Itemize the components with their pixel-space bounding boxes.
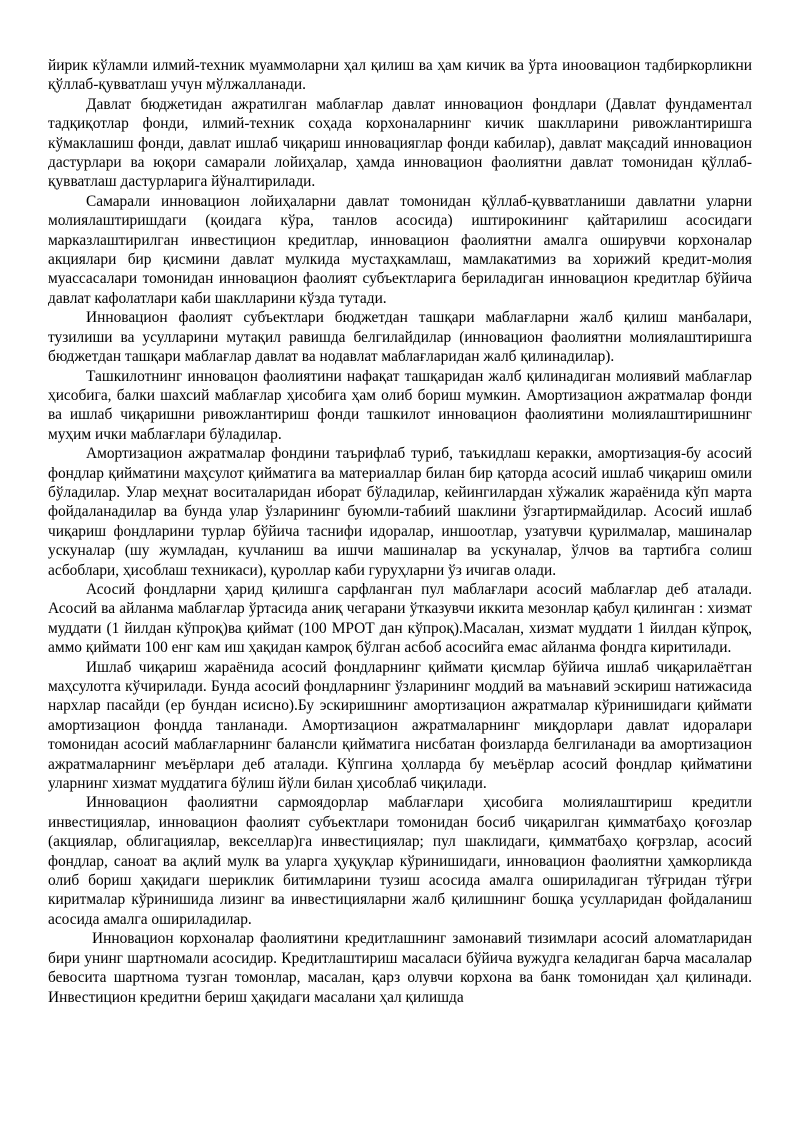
paragraph-own-funds: Ташкилотнинг инновацон фаолиятини нафақат ташқаридан жалб қилинадиган молиявий маблағлар ҳисобига, балки шахсий маблағлар ҳисобига ҳам олиб бориш мумкин. Амортизацион ажратмалар фонди ва ишлаб чиқаришни ривожлантириш фонди ташкилот инновацион фаолиятини молиялаштиришнинг муҳим ички маблағлари бўладилар.: [48, 367, 752, 443]
paragraph-amortization-fund: Амортизацион ажратмалар фондини таърифлаб туриб, таъкидлаш керакки, амортизация-бу асосий фондлар қийматини маҳсулот қийматига ва материаллар билан бир қаторда асосий ишлаб чиқариш омили бўладилар. Улар меҳнат воситаларидан иборат бўладилар, кейингилардан хўжалик жараёнида кўп марта фойдаланадилар ва бунда улар ўзларининг буюмли-табиий шаклини ўзгартирмайдилар. Асосий ишлаб чиқариш фондларини турлар бўйича таснифи идоралар, иншоотлар, узатувчи қурилмалар, машиналар ускуналар (шу жумладан, кучланиш ва ишчи машиналар ва ускуналар, ўлчов ва тартибга солиш асбоблари, ҳисоблаш техникаси), қуроллар каби гуруҳларни ўз ичигав олади.: [48, 445, 752, 579]
paragraph-state-support: Самарали инновацион лойиҳаларни давлат томонидан қўллаб-қувватланиши давлатни уларни молиялаштиришдаги (қоидага кўра, танлов асосида) иштирокининг қайтарилиш асосидаги марказлаштирилган инвестицион кредитлар, инновацион фаолиятни амалга оширувчи корхоналар акциялари бир қисмини давлат мулкида мустаҳкамлаш, мамлакатимиз ва хорижий кредит-молия муассасалари томонидан инновацион фаолият субъектларига бериладиган инновацион кредитлар бўйича давлат кафолатлари каби шаклларини кўзда тутади.: [48, 192, 752, 307]
paragraph-fixed-assets: Асосий фондларни ҳарид қилишга сарфланган пул маблағлари асосий маблағлар деб аталади. Асосий ва айланма маблағлар ўртасида аниқ чегарани ўтказувчи иккита мезонлар қабул қилинган : хизмат муддати (1 йилдан кўпроқ)ва қиймат (100 МРОТ дан кўпроқ).Масалан, хизмат муддати 1 йилдан кўпроқ, аммо қиймати 100 енг кам иш ҳақидан камроқ бўлган асбоб асосийга емас айланма фондга киритилади.: [48, 580, 752, 657]
paragraph-continuation: йирик кўламли илмий-техник муаммоларни ҳал қилиш ва ҳам кичик ва ўрта иноовацион тадбиркорликни қўллаб-қувватлаш учун мўлжалланади.: [48, 57, 752, 94]
paragraph-extrabudgetary: Инновацион фаолият субъектлари бюджетдан ташқари маблағларни жалб қилиш манбалари, тузилиши ва усулларини мутақил равишда белгилайдилар (инновацион фаолиятни молиялаштиришга бюджетдан ташқари маблағлар давлат ва нодавлат маблағларидан жалб қилинадилар).: [48, 309, 752, 366]
document-page: [48, 56, 752, 1007]
paragraph-investor-funds: Инновацион фаолиятни сармоядорлар маблағлари ҳисобига молиялаштириш кредитли инвестициялар, инновацион фаолият субъектлари томонидан босиб чиқарилган қимматбаҳо қоғозлар (акциялар, облигациялар, векселлар)га инвестициялар; пул шаклидаги, қимматбаҳо қоғрзлар, асосий фондлар, саноат ва ақлий мулк ва уларга ҳуқуқлар кўринишидаги, инновацион фаолиятни ҳамкорликда олиб бориш ҳақидаги шериклик битимларини тузиш асосида амалга ошириладиган тўғридан тўғри киритмалар кўринишида лизинг ва инвестицияларни жалб қилишнинг бошқа усулларидан фойдаланиш асосида амалга ошириладилар.: [48, 794, 752, 928]
paragraph-depreciation: Ишлаб чиқариш жараёнида асосий фондларнинг қиймати қисмлар бўйича ишлаб чиқарилаётган маҳсулотга кўчирилади. Бунда асосий фондларнинг ўзларининг моддий ва маънавий эскириш натижасида нархлар пасайди (ер бундан исисно).Бу эскиришнинг амортизацион ажратмалар кўринишидаги қиймати амортизацион фондда танланади. Амортизацион ажратмаларнинг миқдорлари давлат идоралари томонидан асосий маблағларнинг балансли қийматига нисбатан фоизларда белгиланади ва амортизацион ажратмаларнинг меъёрлари деб аталади. Кўпгина ҳолларда бу меъёрлар асосий фондлар қийматини уларнинг хизмат муддатига бўлиш йўли билан ҳисоблаб чиқилади.: [48, 658, 752, 793]
paragraph-budget-funds: Давлат бюджетидан ажратилган маблағлар давлат инновацион фондлари (Давлат фундаментал тадқиқотлар фонди, илмий-техник соҳада корхоналарнинг кичик шаклларини ривожлантиришга кўмаклашиш фонди, давлат ишлаб чиқариш инновацияглар фонди кабилар), давлат мақсадий инновацион дастурлари ва юқори самарали лойиҳалар, ҳамда инновацион фаолиятни давлат томонидан қўллаб-қувватлаш дастурларига йўналтирилади.: [48, 95, 752, 191]
paragraph-crediting: Инновацион корхоналар фаолиятини кредитлашнинг замонавий тизимлари асосий аломатларидан бири унинг шартномали асосидир. Кредитлаштириш масаласи бўйича вужудга келадиган барча масалалар бевосита шартнома тузган томонлар, масалан, қарз олувчи корхона ва банк томонидан ҳал қилинади. Инвестицион кредитни бериш ҳақидаги масалани ҳал қилишда: [48, 930, 752, 1006]
